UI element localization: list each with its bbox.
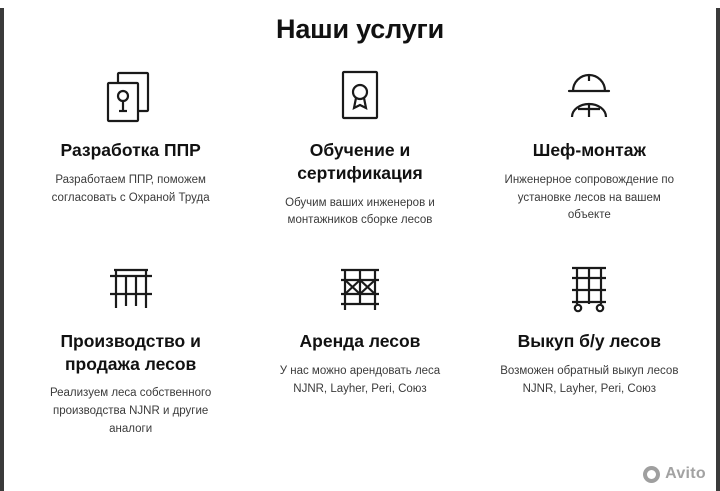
service-card-buyback[interactable]	[477, 258, 702, 439]
left-border	[0, 8, 4, 491]
page-title: Наши услуги	[276, 14, 444, 44]
service-card-ppr[interactable]	[18, 67, 243, 248]
service-description: У нас можно арендовать леса NJNR, Layher, Peri, Союз	[279, 364, 441, 395]
avito-logo-icon	[643, 466, 660, 483]
scaffolding-tower-icon	[331, 258, 389, 320]
service-title: Выкуп б/у лесов	[517, 330, 661, 351]
scaffolding-frame-icon	[102, 258, 160, 320]
services-page	[0, 8, 720, 491]
avito-watermark	[643, 465, 706, 483]
documents-wrench-icon	[104, 67, 158, 129]
service-title: Производство и продажа лесов	[60, 330, 201, 374]
service-description: Обучим ваших инженеров и монтажников сборке лесов	[285, 196, 435, 227]
services-grid	[18, 67, 702, 439]
worker-helmet-icon	[560, 67, 618, 129]
service-title: Разработка ППР	[60, 140, 201, 160]
certificate-icon	[337, 67, 383, 129]
service-description: Инженерное сопровождение по установке лесов на вашем объекте	[504, 173, 675, 222]
service-description: Реализуем леса собственного производства NJNR и другие аналоги	[49, 387, 212, 436]
service-card-training[interactable]	[247, 67, 472, 248]
service-title: Шеф-монтаж	[532, 140, 646, 160]
service-description: Разработаем ППР, поможем согласовать с Охраной Труда	[51, 173, 210, 204]
service-card-chief-assembly[interactable]	[477, 67, 702, 248]
service-card-production[interactable]	[18, 258, 243, 439]
service-description: Возможен обратный выкуп лесов NJNR, Layher, Peri, Союз	[500, 364, 679, 395]
service-title: Обучение и сертификация	[297, 140, 423, 183]
scaffolding-mobile-icon	[560, 258, 618, 320]
avito-watermark-label: Avito	[665, 465, 706, 482]
service-card-rent[interactable]	[247, 258, 472, 439]
service-title: Аренда лесов	[299, 330, 421, 351]
right-border	[716, 8, 720, 491]
